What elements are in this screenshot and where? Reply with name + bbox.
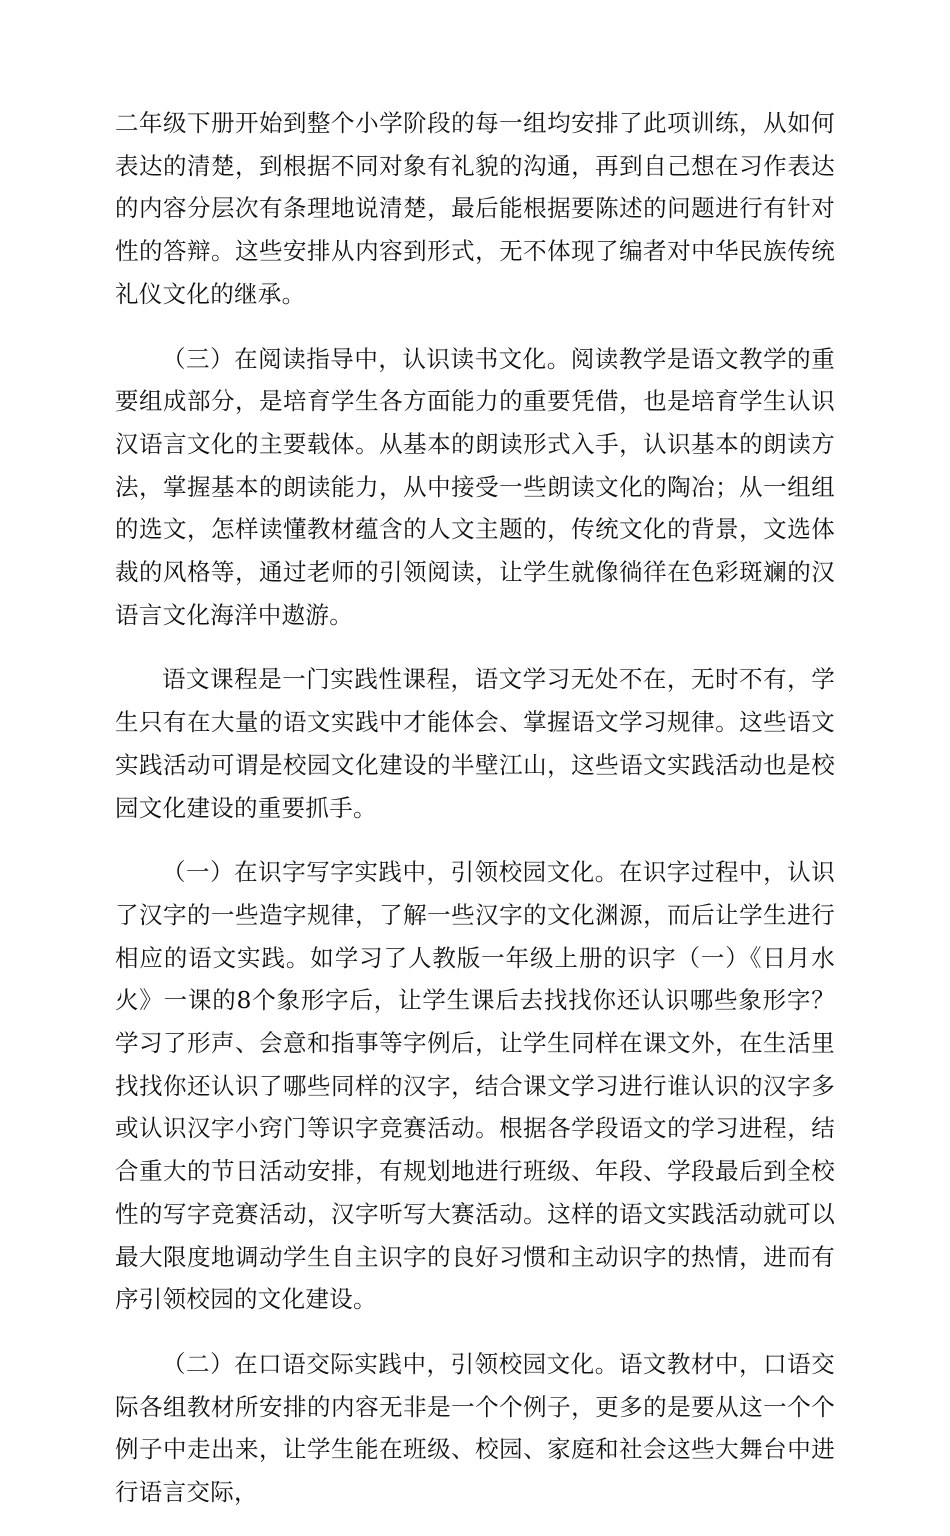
document-page <box>115 102 835 1536</box>
paragraph-literacy-practice: （一）在识字写字实践中，引领校园文化。在识字过程中，认识了汉字的一些造字规律，了解一些汉字的文化渊源，而后让学生进行相应的语文实践。如学习了人教版一年级上册的识字（一）《日月水火》一课的8个象形字后，让学生课后去找找你还认识哪些象形字？学习了形声、会意和指事等字例后，让学生同样在课文外，在生活里找找你还认识了哪些同样的汉字，结合课文学习进行谁认识的汉字多或认识汉字小窍门等识字竞赛活动。根据各学段语文的学习进程，结合重大的节日活动安排，有规划地进行班级、年段、学段最后到全校性的写字竞赛活动，汉字听写大赛活动。这样的语文实践活动就可以最大限度地调动学生自主识字的良好习惯和主动识字的热情，进而有序引领校园的文化建设。 <box>115 858 835 1314</box>
paragraph-reading-guidance: （三）在阅读指导中，认识读书文化。阅读教学是语文教学的重要组成部分，是培育学生各方面能力的重要凭借，也是培育学生认识汉语言文化的主要载体。从基本的朗读形式入手，认识基本的朗读方法，掌握基本的朗读能力，从中接受一些朗读文化的陶冶；从一组组的选文，怎样读懂教材蕴含的人文主题的，传统文化的背景，文选体裁的风格等，通过老师的引领阅读，让学生就像徜徉在色彩斑斓的汉语言文化海洋中遨游。 <box>115 344 835 629</box>
paragraph-continuation: 二年级下册开始到整个小学阶段的每一组均安排了此项训练，从如何表达的清楚，到根据不同对象有礼貌的沟通，再到自己想在习作表达的内容分层次有条理地说清楚，最后能根据要陈述的问题进行有针对性的答辩。这些安排从内容到形式，无不体现了编者对中华民族传统礼仪文化的继承。 <box>115 109 835 308</box>
paragraph-practice-course: 语文课程是一门实践性课程，语文学习无处不在，无时不有，学生只有在大量的语文实践中才能体会、掌握语文学习规律。这些语文实践活动可谓是校园文化建设的半壁江山，这些语文实践活动也是校园文化建设的重要抓手。 <box>115 665 835 822</box>
paragraph-oral-communication: （二）在口语交际实践中，引领校园文化。语文教材中，口语交际各组教材所安排的内容无非是一个个例子，更多的是要从这一个个例子中走出来，让学生能在班级、校园、家庭和社会这些大舞台中进行语言交际， <box>115 1349 835 1507</box>
